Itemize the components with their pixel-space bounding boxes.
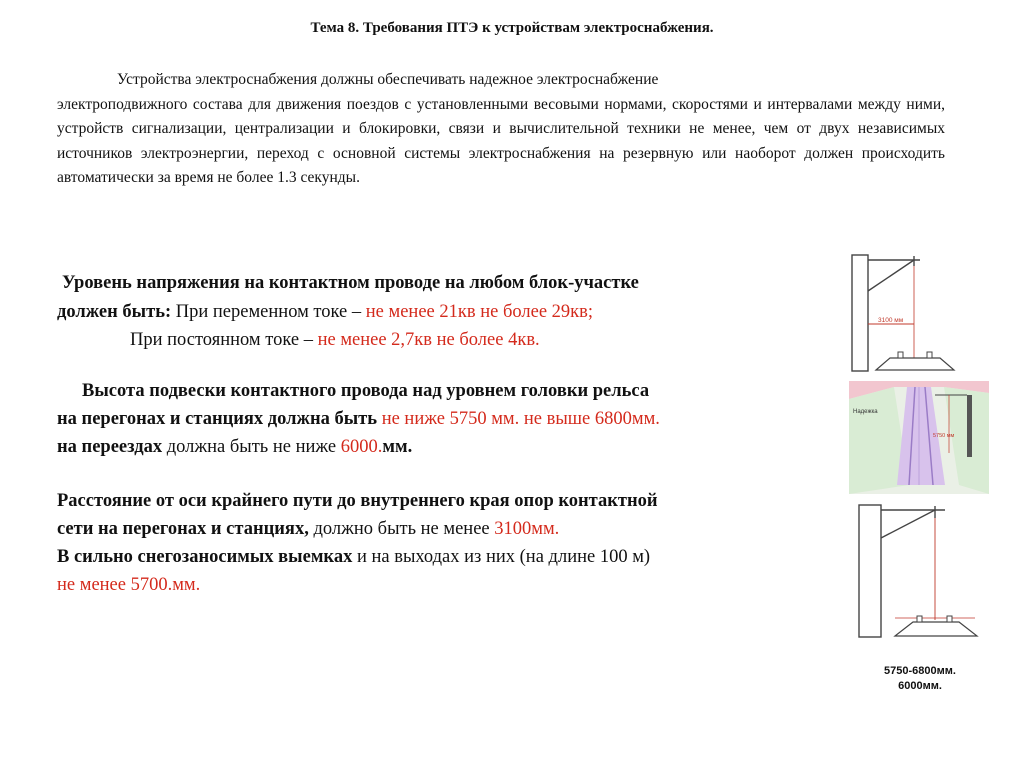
track-ballast: [876, 358, 954, 370]
fig2-label-top: Надежка: [853, 409, 878, 415]
distance-line2: [57, 515, 847, 544]
caption-line1: 5750-6800мм.: [884, 665, 956, 677]
intro-rest: электроподвижного состава для движения поездов с установленными весовыми нормами, скоростями и интервалами между ними, устройств сигнализации, централизации и блокировки, связи и вычислительной техники не менее, чем от двух независимых источников электроэнергии, переход с основной системы электроснабжения на резервную или наоборот должен происходить автоматически за время не более 1.3 секунды.: [57, 95, 945, 186]
rail-right: [927, 352, 932, 358]
distance-line2-text: должно быть не менее: [313, 519, 490, 539]
height-heading-line: [82, 377, 842, 406]
distance-line3-bold: В сильно снегозаносимых выемках: [57, 547, 353, 567]
pole-illustration: [967, 395, 972, 457]
voltage-ac-line: [57, 298, 837, 327]
bracket-diagonal-2: [881, 510, 935, 538]
height-line3-unit: мм.: [382, 437, 413, 457]
intro-first-line: Устройства электроснабжения должны обеспечивать надежное электроснабжение: [117, 71, 659, 88]
rail-right-2: [947, 616, 952, 622]
distance-line3-text: и на выходах из них (на длине 100 м): [356, 547, 651, 567]
voltage-dc-label: При постоянном токе –: [130, 330, 313, 350]
support-height-diagram: [855, 502, 987, 640]
distance-line1: [57, 487, 847, 516]
track-perspective-illustration: [849, 381, 989, 494]
caption-line2: 6000мм.: [898, 680, 942, 692]
fig1-label: 3100 мм: [878, 317, 904, 324]
voltage-dc-value: не менее 2,7кв не более 4кв.: [317, 330, 540, 350]
voltage-heading2: должен быть:: [57, 302, 172, 322]
height-heading: Высота подвески контактного провода над уровнем головки рельса: [82, 381, 650, 401]
height-line3-bold: на переездах: [57, 437, 163, 457]
support-pole-2: [859, 505, 881, 637]
height-line3-value: 6000.: [340, 437, 383, 457]
page-title: Тема 8. Требования ПТЭ к устройствам электроснабжения.: [310, 20, 714, 36]
support-pole: [852, 255, 868, 371]
figure-caption: [850, 664, 990, 694]
voltage-dc-line: [130, 326, 830, 355]
rail-left-2: [917, 616, 922, 622]
support-clearance-diagram: [848, 252, 980, 374]
height-line2: [57, 405, 837, 434]
distance-line2-value: 3100мм.: [494, 519, 560, 539]
height-line2-value: не ниже 5750 мм. не выше 6800мм.: [381, 409, 660, 429]
intro-paragraph: [57, 68, 945, 191]
height-line3-text: должна быть не ниже: [166, 437, 337, 457]
distance-line4-value: не менее 5700.мм.: [57, 575, 201, 595]
distance-line3: [57, 543, 847, 572]
bracket-diagonal: [868, 260, 914, 291]
distance-line4: [57, 571, 847, 600]
fig2-label-dim: 5750 мм: [933, 433, 955, 439]
voltage-ac-label: При переменном токе –: [175, 302, 362, 322]
voltage-heading-line1: [62, 269, 842, 298]
voltage-heading1: Уровень напряжения на контактном проводе на любом блок-участке: [62, 273, 639, 293]
height-line3: [57, 433, 837, 462]
track-ballast-2: [895, 622, 977, 636]
height-line2-bold: на перегонах и станциях должна быть: [57, 409, 378, 429]
voltage-ac-value: не менее 21кв не более 29кв;: [365, 302, 594, 322]
rail-left: [898, 352, 903, 358]
distance-line2-bold: сети на перегонах и станциях,: [57, 519, 309, 539]
distance-line1-text: Расстояние от оси крайнего пути до внутреннего края опор контактной: [57, 491, 658, 511]
